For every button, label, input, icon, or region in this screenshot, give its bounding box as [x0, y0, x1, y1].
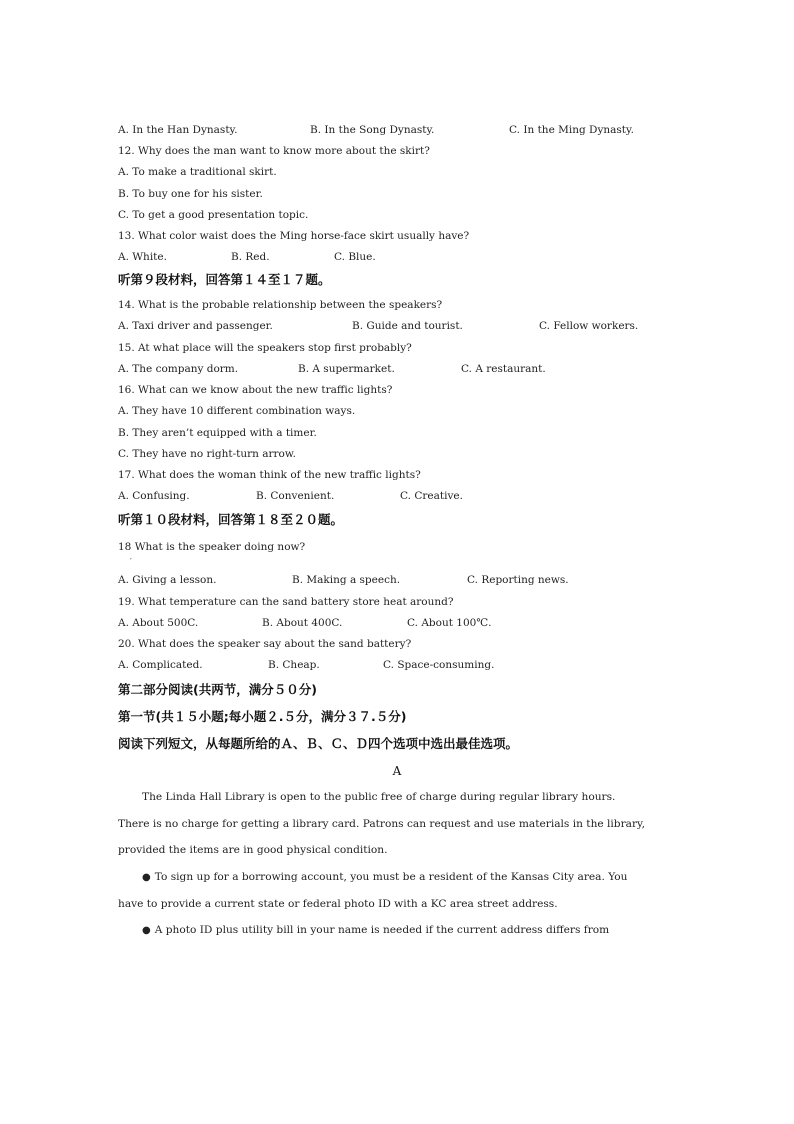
q14-option-c: C. Fellow workers. [539, 320, 639, 332]
q18-option-b: B. Making a speech. [292, 574, 401, 586]
q15-option-c: C. A restaurant. [461, 363, 546, 375]
q14-option-b: B. Guide and tourist. [352, 320, 463, 332]
q12-option-a: A. To make a traditional skirt. [118, 166, 277, 178]
bullet-2-line-1: A photo ID plus utility bill in your name is needed if the current address differs from [154, 924, 610, 936]
q20-option-b: B. Cheap. [268, 659, 320, 671]
q15-option-b: B. A supermarket. [298, 363, 395, 375]
bullet-item-1 [118, 870, 678, 885]
passage-line-3: provided the items are in good physical condition. [118, 844, 388, 856]
q17-option-b: B. Convenient. [256, 490, 335, 502]
question-17: 17. What does the woman think of the new traffic lights? [118, 469, 421, 481]
q17-option-c: C. Creative. [400, 490, 463, 502]
q13-option-c: C. Blue. [334, 251, 376, 263]
stray-mark: ′ [130, 557, 132, 566]
question-16: 16. What can we know about the new traffic lights? [118, 384, 393, 396]
q17-option-a: A. Confusing. [118, 490, 190, 502]
q11-option-b: B. In the Song Dynasty. [310, 124, 435, 136]
q19-option-a: A. About 500C. [118, 617, 199, 629]
q11-option-a: A. In the Han Dynasty. [118, 124, 238, 136]
q12-option-c: C. To get a good presentation topic. [118, 209, 309, 221]
q19-option-b: B. About 400C. [262, 617, 343, 629]
bullet-icon: ● [142, 925, 151, 936]
passage-label: A [392, 764, 402, 778]
passage-line-1: The Linda Hall Library is open to the public free of charge during regular library hours. [142, 791, 616, 803]
q16-option-c: C. They have no right-turn arrow. [118, 448, 296, 460]
q20-option-a: A. Complicated. [118, 659, 203, 671]
q16-option-a: A. They have 10 different combination ways. [118, 405, 356, 417]
q18-option-a: A. Giving a lesson. [118, 574, 217, 586]
bullet-1-line-2: have to provide a current state or federal photo ID with a KC area street address. [118, 898, 558, 910]
q18-option-c: C. Reporting news. [467, 574, 569, 586]
question-18: 18 What is the speaker doing now? [118, 541, 306, 553]
bullet-1-line-1: To sign up for a borrowing account, you must be a resident of the Kansas City area. You [154, 871, 628, 883]
question-15: 15. At what place will the speakers stop first probably? [118, 342, 412, 354]
q11-option-c: C. In the Ming Dynasty. [509, 124, 634, 136]
part-2-heading: 第二部分阅读(共两节，满分５０分) [118, 682, 317, 697]
q14-option-a: A. Taxi driver and passenger. [118, 320, 273, 332]
bullet-item-2 [118, 923, 678, 938]
q15-option-a: A. The company dorm. [118, 363, 239, 375]
question-20: 20. What does the speaker say about the sand battery? [118, 638, 412, 650]
question-14: 14. What is the probable relationship between the speakers? [118, 299, 443, 311]
passage-line-2: There is no charge for getting a library card. Patrons can request and use materials in the library, [118, 818, 645, 830]
question-19: 19. What temperature can the sand battery store heat around? [118, 596, 454, 608]
q12-option-b: B. To buy one for his sister. [118, 188, 263, 200]
section-9-heading: 听第９段材料，回答第１４至１７题。 [118, 272, 331, 287]
q13-option-a: A. White. [118, 251, 167, 263]
q16-option-b: B. They aren’t equipped with a timer. [118, 427, 317, 439]
section-10-heading: 听第１０段材料，回答第１８至２０题。 [118, 512, 344, 527]
reading-instruction: 阅读下列短文，从每题所给的Ａ、Ｂ、Ｃ、Ｄ四个选项中选出最佳选项。 [118, 736, 519, 751]
q19-option-c: C. About 100℃. [407, 617, 492, 629]
question-13: 13. What color waist does the Ming horse-face skirt usually have? [118, 230, 470, 242]
question-12: 12. Why does the man want to know more about the skirt? [118, 145, 430, 157]
q20-option-c: C. Space-consuming. [383, 659, 495, 671]
q13-option-b: B. Red. [231, 251, 270, 263]
part-2-section-1-heading: 第一节(共１５小题;每小题２.５分，满分３７.５分) [118, 709, 407, 724]
bullet-icon: ● [142, 872, 151, 883]
